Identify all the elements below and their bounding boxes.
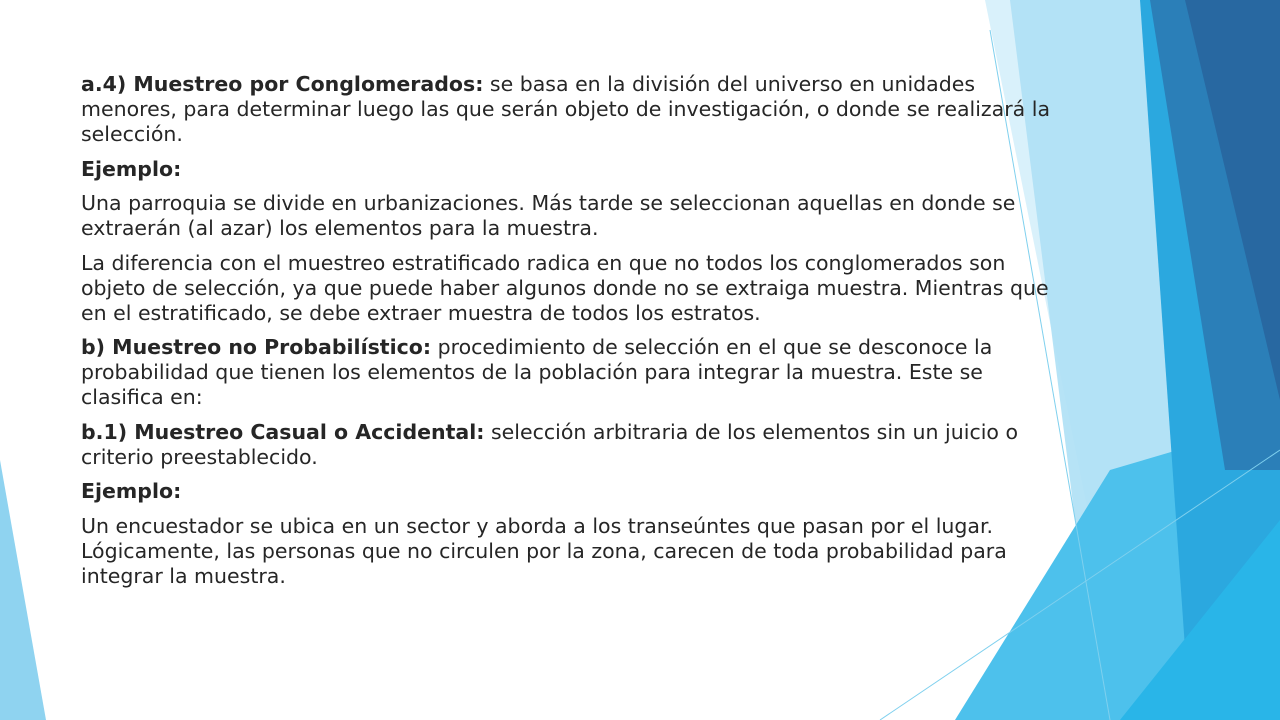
paragraph	[81, 157, 1071, 182]
paragraph-text: Una parroquia se divide en urbanizaciones. Más tarde se seleccionan aquellas en donde se extraerán (al azar) los elementos para la muestra.	[81, 191, 1016, 240]
paragraph	[81, 191, 1071, 241]
paragraph-heading: Ejemplo:	[81, 156, 182, 181]
paragraph	[81, 420, 1071, 470]
paragraph-text: procedimiento de selección en el que se desconoce la probabilidad que tienen los elementos de la población para integrar la muestra. Este se clasifica en:	[81, 335, 993, 409]
paragraph-text: La diferencia con el muestreo estratificado radica en que no todos los conglomerados son objeto de selección, ya que puede haber algunos donde no se extraiga muestra. Mientras que en el estratificado, se debe extraer muestra de todos los estratos.	[81, 250, 1049, 325]
paragraph-heading: a.4) Muestreo por Conglomerados:	[81, 72, 484, 96]
paragraph	[81, 72, 1071, 147]
paragraph	[81, 335, 1071, 410]
paragraph-heading: b.1) Muestreo Casual o Accidental:	[81, 419, 485, 444]
paragraph-text: Un encuestador se ubica en un sector y aborda a los transeúntes que pasan por el lugar. Lógicamente, las personas que no circulen por la zona, carecen de toda probabilidad para integrar la muestra.	[81, 513, 1007, 588]
paragraph-heading: b) Muestreo no Probabilístico:	[81, 335, 432, 359]
paragraph-heading: Ejemplo:	[81, 479, 182, 503]
slide-body	[81, 72, 1071, 598]
paragraph	[81, 514, 1071, 589]
paragraph	[81, 479, 1071, 504]
paragraph	[81, 251, 1071, 326]
paragraph-text: selección arbitraria de los elementos sin un juicio o criterio preestablecido.	[81, 419, 1019, 469]
left-edge-stripe	[0, 460, 46, 720]
paragraph-text: se basa en la división del universo en unidades menores, para determinar luego las que serán objeto de investigación, o donde se realizará la selección.	[81, 72, 1051, 146]
